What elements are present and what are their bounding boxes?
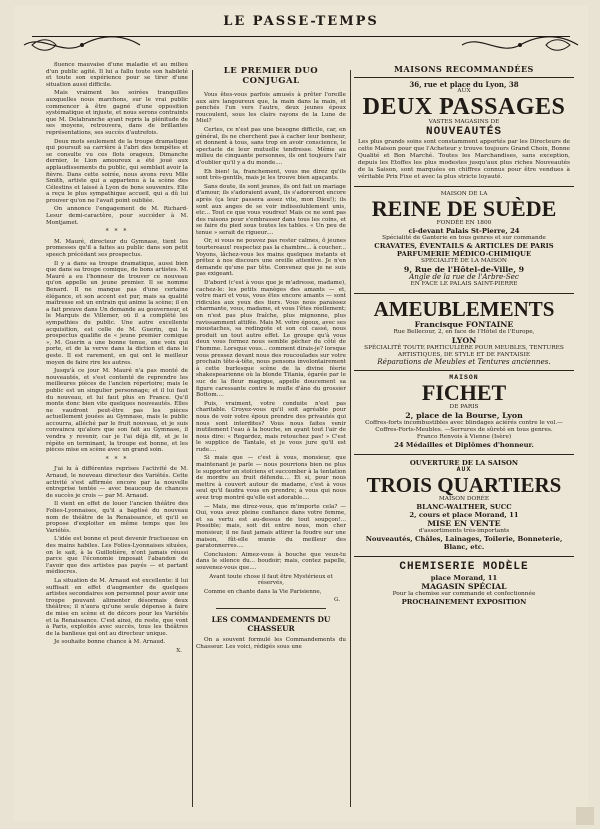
left-ornament-icon — [22, 34, 142, 56]
page-corner — [576, 807, 594, 825]
column-divider — [192, 70, 193, 807]
paragraph: Eh bien! la, franchement, vous me direz qu'ils sont très-gentils, mais je les trouve bien agaçants. — [196, 168, 346, 182]
ad-name: TROIS QUARTIERS — [366, 472, 562, 497]
paragraph: Comme en chante dans la Vie Parisienne, — [204, 588, 322, 595]
ad-name: AMEUBLEMENTS — [373, 296, 555, 321]
ad-name: DEUX PASSAGES — [362, 94, 566, 121]
section-separator: * * * — [105, 228, 129, 236]
paragraph: Il y a dans sa troupe dramatique, aussi bien que dans sa troupe comique, de bons artistes. M. Mauré a eu l'honneur de trouver ce nouveau qu'on appelle un jeune premier. Il se nomme Benard. Il ne manque pas d'une certaine élégance, et son accent est pur, mais sa qualité maîtresse est un entrain qui anime la scène; il en a fait preuve dans Un demande au gouverneur, et le Marquis de Villemer, où il a complété les sympathies du public. Une autre excellente acquisition, est celle de M. Guerin, qui le prospectus qualifie de « jeune premier comique », M. Guerin a une bonne tenue, une voix qui porte, et de la verve dans la diction et dans le geste. Il est rarement, en qui ont le meilleur moyen de faire rire les autres. — [46, 260, 188, 366]
ad-repairs: Réparations de Meubles et Tentures anciennes. — [377, 356, 551, 366]
paragraph: Il vient en effet de louer l'ancien théâtre des Folies-Lyonnaises, qu'il a baptisé du nouveau nom de théâtre de la Renaissance, et qu'il se propose d'exploiter en même temps que les Variétés. — [46, 501, 188, 534]
newspaper-page — [14, 6, 588, 821]
paragraph: On a souvent formulé les Commandements du Chasseur. Les voici, rédigés sous une — [196, 636, 346, 650]
ad-chemiserie — [354, 556, 574, 611]
paragraph: Vous êtes-vous parfois amusés à prêter l'oreille aux airs langoureux que, la main dans la main, et penchés l'un vers l'autre, deux jeunes époux roucoulent, sous les clairs rayons de la Lune de Miel? — [196, 92, 346, 125]
ad-maison: MAISON DORÉE — [438, 495, 490, 502]
ad-address: ci-devant Palais St-Pierre, 24 — [408, 227, 520, 236]
paragraph: M. Mauré, directeur du Gymnase, tient les promesses qu'il a faites au public dans son petit speech précédant ses prospectus. — [46, 238, 188, 259]
ad-corner: Angle de la rue de l'Arbre-Sec — [409, 272, 519, 282]
ad-store: MAGASIN SPÉCIAL — [421, 581, 507, 591]
ad-address-2: 9, Rue de l'Hôtel-de-Ville, 9 — [403, 265, 525, 275]
ad-reine-de-suede — [354, 186, 574, 293]
paragraph: Si mais que — c'est à vous, monsieur, que maintenant je parle — nous pourrions bien ne plus le supporter en stoïciens et succomber à la tentation de mordre au fruit défendu.... Et si, pour nous mettre à couvert autour de madame, c'est à vous seul qu'il faudra vous en prendre; à vous qui nous avez trop montré qu'elle est adorable.... — [196, 455, 346, 502]
column-divider — [350, 70, 351, 807]
paragraph: Je souhaite bonne chance à M. Arnaud. — [54, 639, 166, 646]
paragraph: La situation de M. Arnaud est excellente: il lui suffisait en effet d'augmenter de quelques artistes secondaires son personnel pour avoir une troupe pouvant alimenter désormais deux théâtres; il n'aura qu'une seule dépense à faire de mise en scène et de décors pour les Variétés et la Renaissance. C'est ainsi, du reste, que vont à Paris, exploités avec succès, tous les théâtres de la banlieue qui ont au directeur unique. — [46, 577, 188, 637]
paragraph: Or, si vous ne pouvez pas rester calmes, ô jeunes tourtereaux! respectez pas la chambre... à coucher... Voyons, lâchez-vous les mains quelques instants et prêtez à nos discours une oreille attentive. Je n'en demande qu'une par tête. Convenez que je ne suis pas exigeant. — [196, 238, 346, 278]
ad-products: CRAVATES, ÉVENTAILS & ARTICLES DE PARIS — [374, 242, 554, 251]
paragraph: Puis, vraiment, votre conduite n'est pas charitable. Croyez-vous qu'il soit agréable pour nous de voir votre époux prendre des privautés qui nous sont interdites? Vous nous faites venir inutilement l'eau à la bouche, en ayant tout l'air de nous dire: « Regardez, mais retouchez pas! » C'est le supplice de Tantale, et je vous jure qu'il est rude.... — [196, 400, 346, 453]
ad-deux-passages — [354, 77, 574, 187]
paragraph: Certes, ce n'est pas une besogne difficile, car, en général, ils ne cherchent pas à cacher leur bonheur, et donnent à tous, sans trop en avoir conscience, le spectacle de leur mutuelle tendresse. Même au milieu de cinquante personnes, ils ont toujours l'air d'oublier qu'il y a du monde.... — [196, 126, 346, 166]
paragraph: — Mais, me direz-vous, que m'importe cela? — Oui, vous avez pleine confiance dans votre femme, et sa vertu est au-dessus de tout soupçon!... Possible; mais, soit dit entre nous, mon cher monsieur, il ne faut jamais attirer la foudre sur une maison, fût-elle munie du meilleur des paratonnerres.... — [196, 503, 346, 550]
ads-heading: MAISONS RECOMMANDÉES — [394, 64, 534, 74]
verse: Avant toute chose il faut être Mystérieux et réservés, — [209, 573, 333, 587]
ad-trois-quartiers — [354, 454, 574, 556]
paragraph: Mais vraiment les soirées tranquilles auxquelles nous marchons, sur le vrai public commencer à être gagné d'une opposition systématique et injuste, et nous serons contraints que M. Delabranche ayant repris la plénitude de ses moyens, retrouvera, dans de brillantes représentations, ses succès d'autrefois. — [46, 90, 188, 136]
column-theatre-news — [46, 62, 188, 821]
paragraph: Sans doute, ils sont jeunes, ils ont fait un mariage d'amour, ils s'adoraient avant, ils s'adoreront encore après (ça leur passera assez vite, mon Dieu!); ils sont aux anges de se voir indissolublement unis, etc... Tout ce que vous voudrez! Mais ce ne sont pas des raisons pour s'embrasser dans tous les coins, et se faire du pied sous toutes les tables. « Un peu de tenue » serait de rigueur.... — [196, 183, 346, 236]
ad-facing: EN FACE LE PALAIS SAINT-PIERRE — [410, 280, 518, 287]
ad-owner: BLANC-WALTHER, SUCC — [416, 502, 512, 511]
paragraph: D'abord (c'est à vous que je m'adresse, madame), cachez-le: les petits manèges des amants — et, votre mari et vous, vous êtes encore amants — sont ridicules aux yeux des tiers. Vous nous paraissez charmante, vous, madame, et vous l'êtes réellement; on n'est pas plus fraîche, plus mignonne, plus ravissamment attifée. Mais M. votre époux, avec ses moustaches, sa redingote et son col cassé, nous produit un tout autre effet. Le groupe qu'à vous deux vous formez nous semble pêcher du côté de l'homme. Lorsque vous... comment dirais-je? lorsque vous pressez devant nous des roucoulades sur votre prochain tête-à-tête, nous pensons involontairement à cette burlesque scène de la divine féerie shakespearienne où la blonde Titania, égarée par le suc de la fleur magique, appelle doucement sa figure caressante contre le mufle d'âne du grossier Bottom.... — [196, 280, 346, 399]
signature: G. — [333, 597, 340, 604]
ad-perfumery: PARFUMERIE MÉDICO-CHIMIQUE — [396, 250, 532, 259]
ad-maison: MAISON DE LA — [440, 191, 488, 198]
ad-owner: Francisque FONTAINE — [414, 319, 514, 329]
paragraph: Jusqu'à ce jour M. Mauré n'a pas monté de nouveautés, et s'est contenté de reprendre les meilleures pièces de l'ancien répertoire; mais le public est un singulier personnage; et il lui faut du nouveau, et lui faut plus en France. Qu'il monte donc bien vite quelques nouveautés. Elles ne vaudront peut-être pas les pièces actuellement jouées au Gymnase, mais le public accourra, alléché par le fruit nouveau, et je suis convaincu qu'alors que son fait au Gymnase, il vendra y revenir, car je l'ai déjà dit, et je le répète en terminant, la troupe est bonne, et les pièces mise en scène avec un grand soin. — [46, 368, 188, 454]
ad-address: 2, place de la Bourse, Lyon — [405, 410, 523, 420]
ad-origin: DE PARIS — [449, 403, 479, 410]
ad-franco: Franco Renvois à Vienne (Isère) — [416, 433, 512, 440]
column-article — [196, 62, 346, 821]
ad-perfumery-note: SPÉCIALITÉ DE LA MAISON — [421, 258, 507, 265]
ad-medals: 24 Médailles et Diplômes d'honneur. — [394, 440, 534, 449]
ad-name: FICHET — [421, 379, 507, 405]
page-title: LE PASSE-TEMPS — [223, 14, 379, 29]
page-header — [14, 6, 588, 58]
paragraph: fluence mauvaise d'une maladie et au milieu d'un public agité. Il lui a fallu toute son habileté et toute son expérience pour se tirer d'une situation aussi difficile. — [46, 62, 188, 88]
signature: X. — [176, 647, 182, 654]
paragraph: Deux mots seulement de la troupe dramatique qui poursuit sa carrière à l'abri des tempêtes et se consulte vu ces flots orageux. Dimanche dernier, le Lion amoureux a été joué aux applaudissements du public, qui semblait avoir la fièvre. Dans cette soirée, nous avons revu Mlle Smith, artiste qui a appartenu à la scène des Célestins et laissé à Lyon de bons souvenirs. Elle a reçu le plus sympathique accueil, qui a dû lui prouver qu'on ne l'avait point oubliée. — [46, 138, 188, 204]
ad-assortment: d'assortiments très-importants — [418, 527, 510, 534]
paragraph: On annonce l'engagement de M. Richard-Lesur demi-caractère, pour succéder à M. Montjamet. — [46, 206, 188, 226]
ad-text: SPÉCIALITÉ TOUTE PARTICULIÈRE POUR MEUBLES, TENTURES ARTISTIQUES, DE STYLE ET DE FANTAISIE — [364, 344, 564, 358]
paragraph: L'idée est bonne et peut devenir fructueuse en des mains habiles. Les Folies-Lyonnaises situées, on le sait, à la Guillotière, n'ont jamais réussi parce que l'économie imposait l'abandon de l'avoir que des artistes pas payés — et partant médiocres. — [46, 536, 188, 576]
ad-specialty: Spécialité de Ganterie en tous genres et sur commande — [382, 235, 546, 242]
right-ornament-icon — [460, 34, 580, 56]
ad-sale: MISE EN VENTE — [427, 518, 501, 528]
ad-fichet — [354, 370, 574, 454]
divider — [216, 608, 326, 609]
ad-text: Pour la chemise sur commande et confectionnée — [392, 590, 536, 597]
section-separator: * * * — [105, 455, 129, 463]
ad-address: Rue Bellecour, 2, en face de l'Hôtel de l'Europe, — [393, 328, 535, 335]
paragraph: J'ai lu à différentes reprises l'activité de M. Arnaud, le nouveau directeur des Variétés. Cette activité s'est affirmée encore par la nouvelle entreprise tentée — avec beaucoup de chances de succès je crois — par M. Arnaud. — [46, 466, 188, 499]
ad-founded: FONDÉE EN 1800 — [436, 220, 492, 227]
ad-name: REINE DE SUÈDE — [371, 196, 557, 222]
ad-address: 36, rue et place du Lyon, 38 — [409, 79, 519, 89]
paragraph: Conclusion: Aimez-vous à bouche que veux-tu dans le silence du... boudoir; mais, contez papelle, souvenez-vous que.... — [196, 551, 346, 571]
ad-aux: AUX — [457, 88, 471, 95]
ad-address: 2, cours et place Morand, 11 — [409, 510, 519, 519]
ad-ameublements — [354, 293, 574, 371]
ad-maison: MAISON — [449, 374, 479, 382]
ad-goods: Nouveautés, Châles, Lainages, Toilerie, Bonneterie, Blanc, etc. — [365, 534, 563, 551]
ad-aux: AUX — [456, 465, 472, 473]
ad-banner: NOUVEAUTÉS — [425, 126, 502, 139]
column-advertisements — [354, 62, 574, 821]
ad-text: Les plus grands soins sont constamment apportés par les Directeurs de cette Maison pour que l'Acheteur y trouve toujours Grand Choix, Bonne Qualité et Bon Marché. Toutes les Marchandises, sans exception, depuis les Etoffes les plus modestes jusqu'aux plus riches Nouveautés de la Saison, sont marquées en chiffres connus pour être vendues à véritable Prix Fixe et avec la plus stricte loyauté. — [358, 139, 570, 181]
article-heading: LES COMMANDEMENTS DU CHASSEUR — [211, 614, 331, 633]
ad-season: OUVERTURE DE LA SAISON — [409, 458, 519, 467]
ad-text: Coffres-forts incombustibles avec blindages aciérés contre le vol.—Coffres-Forts-Meubles. —Serrures de sûreté en tous genres. — [365, 419, 563, 433]
article-heading: LE PREMIER DUO CONJUGAL — [223, 66, 319, 86]
ad-address: place Morand, 11 — [430, 573, 498, 582]
ad-name: CHEMISERIE MODÈLE — [399, 560, 529, 573]
ad-subtitle: VASTES MAGASINS DE — [428, 119, 500, 126]
ad-city: LYON — [451, 335, 477, 345]
ad-exhibition: PROCHAINEMENT EXPOSITION — [401, 597, 527, 606]
